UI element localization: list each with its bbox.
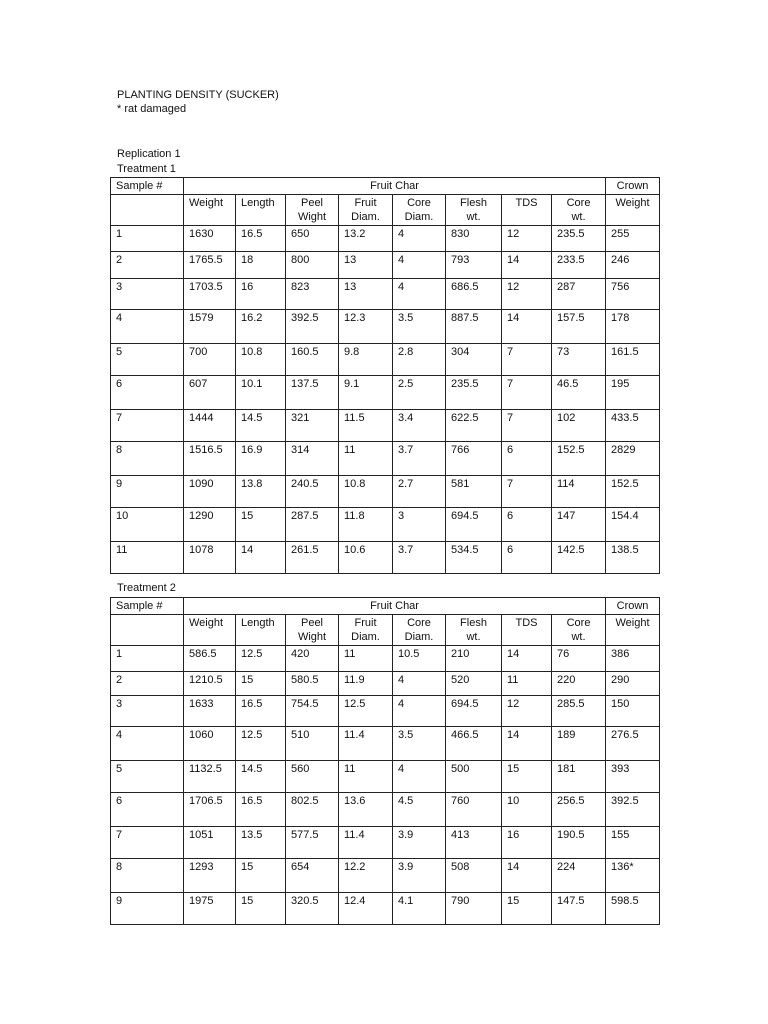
column-header-text: wt. [571,631,586,643]
table-cell: 11 [339,442,393,476]
column-header-text: Wight [297,631,327,643]
table-cell: 14 [502,859,552,893]
table-cell: 161.5 [606,344,660,376]
table-cell: 11 [339,761,393,793]
table-cell: 760 [446,793,502,827]
table-row [111,376,660,410]
table-cell: 694.5 [446,508,502,542]
column-header-text: Weight [615,617,650,629]
table-row [111,859,660,893]
table-cell: 520 [446,672,502,696]
table-cell: 16.9 [236,442,286,476]
table-cell: 1975 [184,893,236,925]
table-cell: 14.5 [236,761,286,793]
table-cell: 650 [286,226,339,252]
subheader-row [111,615,660,646]
column-header-text: Weight [189,617,224,629]
column-header [552,195,606,226]
table-cell: 16 [236,279,286,310]
table-cell: 15 [502,893,552,925]
column-header [502,195,552,226]
table-cell: 14.5 [236,410,286,442]
table-row [111,696,660,727]
sample-number-cell: 2 [111,672,184,696]
column-header [286,195,339,226]
column-header [236,615,286,646]
table-cell: 586.5 [184,646,236,672]
column-header-text: Fruit [354,617,377,629]
table-cell: 1078 [184,542,236,574]
sample-number-cell: 1 [111,226,184,252]
table-cell: 12.5 [236,646,286,672]
table-cell: 240.5 [286,476,339,508]
table-cell: 1051 [184,827,236,859]
table-cell: 3.7 [393,442,446,476]
table-cell: 320.5 [286,893,339,925]
table-cell: 802.5 [286,793,339,827]
table-cell: 686.5 [446,279,502,310]
table-cell: 290 [606,672,660,696]
table-cell: 155 [606,827,660,859]
column-header [111,615,184,646]
table-cell: 1444 [184,410,236,442]
sample-header: Sample # [111,178,184,195]
column-header [339,195,393,226]
table-cell: 14 [502,252,552,279]
table-cell: 246 [606,252,660,279]
table-cell: 276.5 [606,727,660,761]
sample-number-cell: 3 [111,279,184,310]
table-cell: 12.3 [339,310,393,344]
column-header-text: wt. [571,211,586,223]
table-cell: 189 [552,727,606,761]
table-cell: 1579 [184,310,236,344]
replication-label: Replication 1 [117,148,181,160]
column-header-text: Wight [297,211,327,223]
table-cell: 3.5 [393,310,446,344]
column-header-text: wt. [466,631,481,643]
table-cell: 622.5 [446,410,502,442]
table-cell: 1060 [184,727,236,761]
table-cell: 392.5 [286,310,339,344]
crown-header: Crown [606,598,660,615]
table-body [111,598,660,925]
table-row [111,761,660,793]
table-cell: 261.5 [286,542,339,574]
table-cell: 154.4 [606,508,660,542]
column-header-text: Peel [300,197,324,209]
column-header [552,615,606,646]
table-cell: 224 [552,859,606,893]
table-cell: 10.8 [339,476,393,508]
table-cell: 4 [393,226,446,252]
table-cell: 12.5 [339,696,393,727]
column-header-text: Diam. [351,211,380,223]
table-cell: 285.5 [552,696,606,727]
column-header-text: Core [566,617,591,629]
table-row [111,508,660,542]
table-cell: 18 [236,252,286,279]
table-cell: 392.5 [606,793,660,827]
table-cell: 11.8 [339,508,393,542]
fruit-char-header: Fruit Char [184,598,606,615]
table-cell: 10.5 [393,646,446,672]
table-cell: 508 [446,859,502,893]
sample-number-cell: 8 [111,442,184,476]
table-cell: 11 [339,646,393,672]
table-row [111,827,660,859]
column-header [236,195,286,226]
table-cell: 73 [552,344,606,376]
table-cell: 1290 [184,508,236,542]
table-cell: 4 [393,252,446,279]
table-cell: 7 [502,376,552,410]
table-cell: 157.5 [552,310,606,344]
table-cell: 3.9 [393,859,446,893]
table-cell: 13.5 [236,827,286,859]
treatment-1-title: Treatment 1 [117,163,176,175]
table-cell: 10.8 [236,344,286,376]
table-cell: 4.5 [393,793,446,827]
table-row [111,672,660,696]
table-cell: 6 [502,508,552,542]
table-cell: 4 [393,279,446,310]
sample-number-cell: 8 [111,859,184,893]
column-header-text: Core [566,197,591,209]
table-cell: 4.1 [393,893,446,925]
table-cell: 7 [502,476,552,508]
table-cell: 756 [606,279,660,310]
table-cell: 694.5 [446,696,502,727]
table-cell: 16.5 [236,696,286,727]
table-cell: 235.5 [552,226,606,252]
table-cell: 1293 [184,859,236,893]
table-cell: 12.5 [236,727,286,761]
table-cell: 766 [446,442,502,476]
table-row [111,476,660,508]
table-cell: 466.5 [446,727,502,761]
table-cell: 287 [552,279,606,310]
table-cell: 16.5 [236,226,286,252]
table-cell: 13.8 [236,476,286,508]
table-cell: 12 [502,696,552,727]
table-cell: 13.2 [339,226,393,252]
table-cell: 142.5 [552,542,606,574]
column-header [502,615,552,646]
sample-number-cell: 7 [111,827,184,859]
sample-number-cell: 6 [111,793,184,827]
table-cell: 3.7 [393,542,446,574]
table-cell: 1132.5 [184,761,236,793]
table-cell: 160.5 [286,344,339,376]
table-row [111,226,660,252]
table-cell: 255 [606,226,660,252]
table-body [111,178,660,574]
sample-number-cell: 6 [111,376,184,410]
table-cell: 235.5 [446,376,502,410]
sample-number-cell: 5 [111,344,184,376]
table-cell: 500 [446,761,502,793]
table-cell: 11.5 [339,410,393,442]
treatment-1-table [110,177,660,574]
table-cell: 138.5 [606,542,660,574]
treatment-2-title: Treatment 2 [117,582,176,594]
column-header-text: Weight [189,197,224,209]
table-cell: 7 [502,344,552,376]
document-title: PLANTING DENSITY (SUCKER) [117,89,279,101]
footnote: * rat damaged [117,103,187,115]
table-cell: 823 [286,279,339,310]
table-cell: 13 [339,279,393,310]
table-cell: 287.5 [286,508,339,542]
table-cell: 10.1 [236,376,286,410]
table-cell: 9.1 [339,376,393,410]
column-header-text: Core [407,617,431,629]
table-cell: 1633 [184,696,236,727]
table-row [111,542,660,574]
header-row [111,178,660,195]
table-cell: 393 [606,761,660,793]
column-header [446,615,502,646]
column-header [393,615,446,646]
column-header [286,615,339,646]
table-cell: 3.9 [393,827,446,859]
table-cell: 607 [184,376,236,410]
table-cell: 1090 [184,476,236,508]
table-cell: 136* [606,859,660,893]
sample-number-cell: 5 [111,761,184,793]
column-header [446,195,502,226]
treatment-2-table [110,597,660,925]
table-cell: 76 [552,646,606,672]
table-cell: 4 [393,672,446,696]
column-header [184,195,236,226]
table-cell: 152.5 [552,442,606,476]
subheader-row [111,195,660,226]
table-cell: 314 [286,442,339,476]
table-row [111,727,660,761]
table-cell: 114 [552,476,606,508]
table-cell: 6 [502,542,552,574]
column-header-text: Peel [300,617,324,629]
sample-number-cell: 9 [111,893,184,925]
column-header-text: Diam. [404,211,434,223]
table-cell: 14 [236,542,286,574]
table-cell: 11.9 [339,672,393,696]
column-header-text: Fruit [354,197,377,209]
table-cell: 15 [236,859,286,893]
sample-header: Sample # [111,598,184,615]
column-header-text: wt. [466,211,481,223]
table-cell: 4 [393,696,446,727]
table-cell: 14 [502,646,552,672]
table-row [111,646,660,672]
column-header [393,195,446,226]
table-cell: 510 [286,727,339,761]
sample-number-cell: 2 [111,252,184,279]
column-header [184,615,236,646]
table-cell: 12 [502,226,552,252]
sample-number-cell: 7 [111,410,184,442]
table-cell: 754.5 [286,696,339,727]
column-header [111,195,184,226]
table-cell: 152.5 [606,476,660,508]
sample-number-cell: 10 [111,508,184,542]
table-cell: 147 [552,508,606,542]
table-cell: 4 [393,761,446,793]
table-cell: 195 [606,376,660,410]
table-cell: 420 [286,646,339,672]
table-cell: 830 [446,226,502,252]
table-cell: 15 [236,893,286,925]
table-cell: 12.2 [339,859,393,893]
table-cell: 581 [446,476,502,508]
table-row [111,310,660,344]
table-cell: 1703.5 [184,279,236,310]
table-cell: 16.2 [236,310,286,344]
column-header-text: Core [407,197,431,209]
table-cell: 560 [286,761,339,793]
table-cell: 6 [502,442,552,476]
table-cell: 577.5 [286,827,339,859]
column-header-text: Diam. [404,631,434,643]
table-cell: 15 [236,508,286,542]
table-cell: 433.5 [606,410,660,442]
table-cell: 1706.5 [184,793,236,827]
table-cell: 654 [286,859,339,893]
table-cell: 2829 [606,442,660,476]
table-cell: 256.5 [552,793,606,827]
table-row [111,344,660,376]
table-cell: 13 [339,252,393,279]
table-cell: 233.5 [552,252,606,279]
table-cell: 598.5 [606,893,660,925]
table-cell: 800 [286,252,339,279]
table-row [111,252,660,279]
table-cell: 14 [502,727,552,761]
column-header [606,615,660,646]
table-cell: 1630 [184,226,236,252]
column-header-text: Flesh [460,617,487,629]
table-row [111,410,660,442]
column-header-text: TDS [515,197,538,209]
header-row [111,598,660,615]
table-cell: 181 [552,761,606,793]
table-row [111,442,660,476]
table-cell: 12.4 [339,893,393,925]
table-cell: 2.7 [393,476,446,508]
sample-number-cell: 1 [111,646,184,672]
table-cell: 12 [502,279,552,310]
table-cell: 790 [446,893,502,925]
table-cell: 3.4 [393,410,446,442]
column-header-text: Weight [615,197,650,209]
table-cell: 190.5 [552,827,606,859]
table-cell: 10.6 [339,542,393,574]
table-cell: 147.5 [552,893,606,925]
table-row [111,793,660,827]
column-header-text: Flesh [460,197,487,209]
column-header-text: Diam. [351,631,380,643]
table-cell: 11.4 [339,827,393,859]
table-cell: 11.4 [339,727,393,761]
table-cell: 793 [446,252,502,279]
table-cell: 7 [502,410,552,442]
table-cell: 3.5 [393,727,446,761]
table-cell: 220 [552,672,606,696]
table-cell: 1210.5 [184,672,236,696]
column-header [606,195,660,226]
table-cell: 15 [502,761,552,793]
table-cell: 386 [606,646,660,672]
column-header-text: TDS [515,617,538,629]
table-cell: 150 [606,696,660,727]
table-cell: 102 [552,410,606,442]
table-cell: 304 [446,344,502,376]
table-cell: 1765.5 [184,252,236,279]
table-cell: 178 [606,310,660,344]
sample-number-cell: 4 [111,310,184,344]
table-cell: 16.5 [236,793,286,827]
table-row [111,893,660,925]
column-header-text: Length [241,617,275,629]
crown-header: Crown [606,178,660,195]
table-cell: 534.5 [446,542,502,574]
table-cell: 11 [502,672,552,696]
table-cell: 13.6 [339,793,393,827]
table-cell: 46.5 [552,376,606,410]
table-row [111,279,660,310]
table-cell: 210 [446,646,502,672]
sample-number-cell: 11 [111,542,184,574]
column-header-text: Length [241,197,275,209]
table-cell: 14 [502,310,552,344]
table-cell: 700 [184,344,236,376]
table-cell: 9.8 [339,344,393,376]
column-header [339,615,393,646]
sample-number-cell: 4 [111,727,184,761]
sample-number-cell: 9 [111,476,184,508]
table-cell: 413 [446,827,502,859]
table-cell: 137.5 [286,376,339,410]
table-cell: 2.5 [393,376,446,410]
table-cell: 887.5 [446,310,502,344]
table-cell: 1516.5 [184,442,236,476]
table-cell: 3 [393,508,446,542]
table-cell: 10 [502,793,552,827]
table-cell: 321 [286,410,339,442]
sample-number-cell: 3 [111,696,184,727]
table-cell: 580.5 [286,672,339,696]
table-cell: 2.8 [393,344,446,376]
table-cell: 16 [502,827,552,859]
fruit-char-header: Fruit Char [184,178,606,195]
table-cell: 15 [236,672,286,696]
